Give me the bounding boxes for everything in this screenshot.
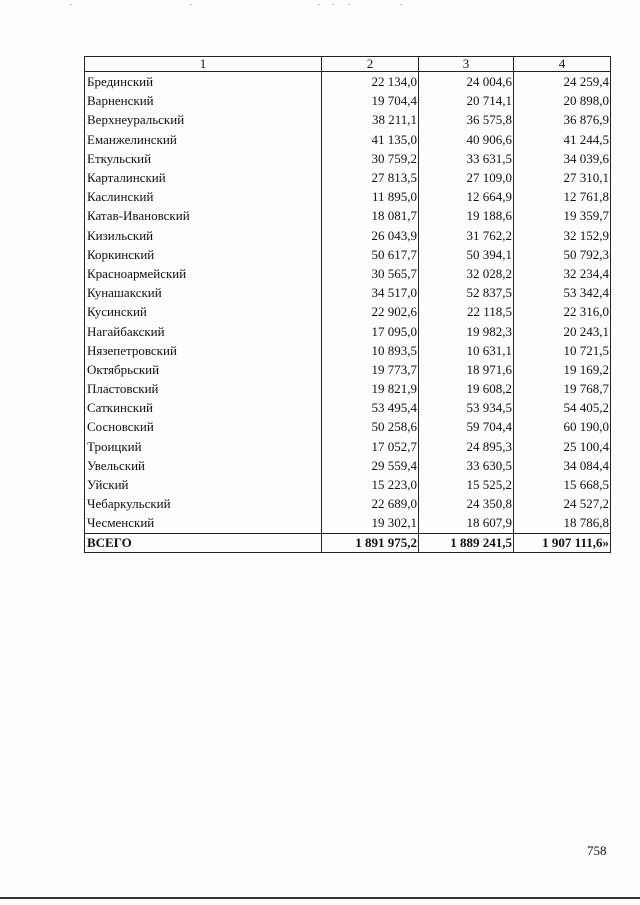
value-cell: 50 258,6	[322, 417, 419, 436]
value-cell: 33 631,5	[419, 149, 514, 168]
value-cell: 19 982,3	[419, 321, 514, 340]
scan-speck	[348, 4, 350, 5]
value-cell: 22 902,6	[322, 302, 419, 321]
value-cell: 41 135,0	[322, 130, 419, 149]
value-cell: 32 152,9	[514, 226, 611, 245]
value-cell: 38 211,1	[322, 110, 419, 129]
column-header-4: 4	[514, 57, 611, 72]
district-name-cell: Кунашакский	[85, 283, 322, 302]
value-cell: 10 631,1	[419, 341, 514, 360]
value-cell: 24 350,8	[419, 494, 514, 513]
district-name-cell: Варненский	[85, 91, 322, 110]
value-cell: 20 243,1	[514, 321, 611, 340]
value-cell: 27 109,0	[419, 168, 514, 187]
value-cell: 17 095,0	[322, 321, 419, 340]
value-cell: 60 190,0	[514, 417, 611, 436]
table-row	[85, 130, 611, 149]
value-cell: 24 895,3	[419, 437, 514, 456]
district-name-cell: Нагайбакский	[85, 321, 322, 340]
table-row	[85, 187, 611, 206]
district-name-cell: Сосновский	[85, 417, 322, 436]
value-cell: 27 310,1	[514, 168, 611, 187]
value-cell: 22 689,0	[322, 494, 419, 513]
table-row	[85, 206, 611, 225]
value-cell: 30 565,7	[322, 264, 419, 283]
value-cell: 40 906,6	[419, 130, 514, 149]
district-name-cell: Красноармейский	[85, 264, 322, 283]
table-row	[85, 245, 611, 264]
table-row	[85, 226, 611, 245]
district-name-cell: Саткинский	[85, 398, 322, 417]
value-cell: 24 527,2	[514, 494, 611, 513]
budget-table-container	[84, 56, 610, 553]
value-cell: 18 081,7	[322, 206, 419, 225]
value-cell: 24 004,6	[419, 72, 514, 92]
scan-speck	[400, 4, 402, 5]
value-cell: 19 704,4	[322, 91, 419, 110]
value-cell: 19 768,7	[514, 379, 611, 398]
bottom-scan-edge	[0, 897, 640, 899]
scan-artifacts	[0, 4, 640, 8]
table-row	[85, 398, 611, 417]
district-name-cell: Пластовский	[85, 379, 322, 398]
district-name-cell: Чебаркульский	[85, 494, 322, 513]
value-cell: 36 575,8	[419, 110, 514, 129]
district-name-cell: Коркинский	[85, 245, 322, 264]
table-header-row	[85, 57, 611, 72]
district-name-cell: Увельский	[85, 456, 322, 475]
table-row	[85, 341, 611, 360]
district-name-cell: Октябрьский	[85, 360, 322, 379]
value-cell: 54 405,2	[514, 398, 611, 417]
total-row	[85, 533, 611, 552]
value-cell: 10 893,5	[322, 341, 419, 360]
value-cell: 12 761,8	[514, 187, 611, 206]
district-name-cell: Еткульский	[85, 149, 322, 168]
district-name-cell: Троицкий	[85, 437, 322, 456]
value-cell: 22 134,0	[322, 72, 419, 92]
value-cell: 29 559,4	[322, 456, 419, 475]
value-cell: 50 792,3	[514, 245, 611, 264]
table-body	[85, 72, 611, 553]
value-cell: 18 607,9	[419, 513, 514, 533]
district-name-cell: Чесменский	[85, 513, 322, 533]
district-name-cell: Карталинский	[85, 168, 322, 187]
page-number: 758	[587, 843, 607, 858]
value-cell: 26 043,9	[322, 226, 419, 245]
total-label-cell: ВСЕГО	[85, 533, 322, 552]
table-row	[85, 91, 611, 110]
value-cell: 19 608,2	[419, 379, 514, 398]
value-cell: 19 821,9	[322, 379, 419, 398]
district-name-cell: Кусинский	[85, 302, 322, 321]
district-name-cell: Брединский	[85, 72, 322, 92]
value-cell: 19 169,2	[514, 360, 611, 379]
table-row	[85, 513, 611, 533]
table-row	[85, 417, 611, 436]
value-cell: 27 813,5	[322, 168, 419, 187]
value-cell: 22 118,5	[419, 302, 514, 321]
total-value-cell: 1 891 975,2	[322, 533, 419, 552]
value-cell: 52 837,5	[419, 283, 514, 302]
scan-speck	[70, 4, 72, 5]
value-cell: 59 704,4	[419, 417, 514, 436]
value-cell: 20 898,0	[514, 91, 611, 110]
value-cell: 53 934,5	[419, 398, 514, 417]
value-cell: 18 971,6	[419, 360, 514, 379]
value-cell: 20 714,1	[419, 91, 514, 110]
value-cell: 18 786,8	[514, 513, 611, 533]
value-cell: 32 028,2	[419, 264, 514, 283]
column-header-1: 1	[85, 57, 322, 72]
value-cell: 19 302,1	[322, 513, 419, 533]
value-cell: 34 084,4	[514, 456, 611, 475]
value-cell: 24 259,4	[514, 72, 611, 92]
district-name-cell: Нязепетровский	[85, 341, 322, 360]
district-name-cell: Верхнеуральский	[85, 110, 322, 129]
value-cell: 19 188,6	[419, 206, 514, 225]
district-name-cell: Уйский	[85, 475, 322, 494]
table-row	[85, 283, 611, 302]
table-row	[85, 456, 611, 475]
district-name-cell: Каслинский	[85, 187, 322, 206]
column-header-2: 2	[322, 57, 419, 72]
value-cell: 17 052,7	[322, 437, 419, 456]
value-cell: 15 668,5	[514, 475, 611, 494]
table-row	[85, 494, 611, 513]
value-cell: 34 517,0	[322, 283, 419, 302]
district-name-cell: Кизильский	[85, 226, 322, 245]
table-row	[85, 360, 611, 379]
value-cell: 19 773,7	[322, 360, 419, 379]
value-cell: 50 617,7	[322, 245, 419, 264]
value-cell: 30 759,2	[322, 149, 419, 168]
table-row	[85, 264, 611, 283]
table-row	[85, 110, 611, 129]
value-cell: 36 876,9	[514, 110, 611, 129]
total-value-cell: 1 907 111,6»	[514, 533, 611, 552]
value-cell: 33 630,5	[419, 456, 514, 475]
table-row	[85, 321, 611, 340]
value-cell: 31 762,2	[419, 226, 514, 245]
budget-table	[84, 56, 611, 553]
table-row	[85, 475, 611, 494]
district-name-cell: Еманжелинский	[85, 130, 322, 149]
value-cell: 34 039,6	[514, 149, 611, 168]
table-row	[85, 437, 611, 456]
value-cell: 53 495,4	[322, 398, 419, 417]
value-cell: 10 721,5	[514, 341, 611, 360]
total-value-cell: 1 889 241,5	[419, 533, 514, 552]
scan-speck	[318, 4, 320, 5]
table-row	[85, 149, 611, 168]
table-row	[85, 302, 611, 321]
value-cell: 15 525,2	[419, 475, 514, 494]
value-cell: 53 342,4	[514, 283, 611, 302]
value-cell: 50 394,1	[419, 245, 514, 264]
value-cell: 19 359,7	[514, 206, 611, 225]
value-cell: 12 664,9	[419, 187, 514, 206]
value-cell: 22 316,0	[514, 302, 611, 321]
table-row	[85, 72, 611, 92]
value-cell: 15 223,0	[322, 475, 419, 494]
value-cell: 25 100,4	[514, 437, 611, 456]
column-header-3: 3	[419, 57, 514, 72]
value-cell: 41 244,5	[514, 130, 611, 149]
scan-speck	[332, 4, 334, 5]
scan-speck	[190, 4, 192, 5]
table-row	[85, 379, 611, 398]
district-name-cell: Катав-Ивановский	[85, 206, 322, 225]
table-row	[85, 168, 611, 187]
value-cell: 11 895,0	[322, 187, 419, 206]
value-cell: 32 234,4	[514, 264, 611, 283]
